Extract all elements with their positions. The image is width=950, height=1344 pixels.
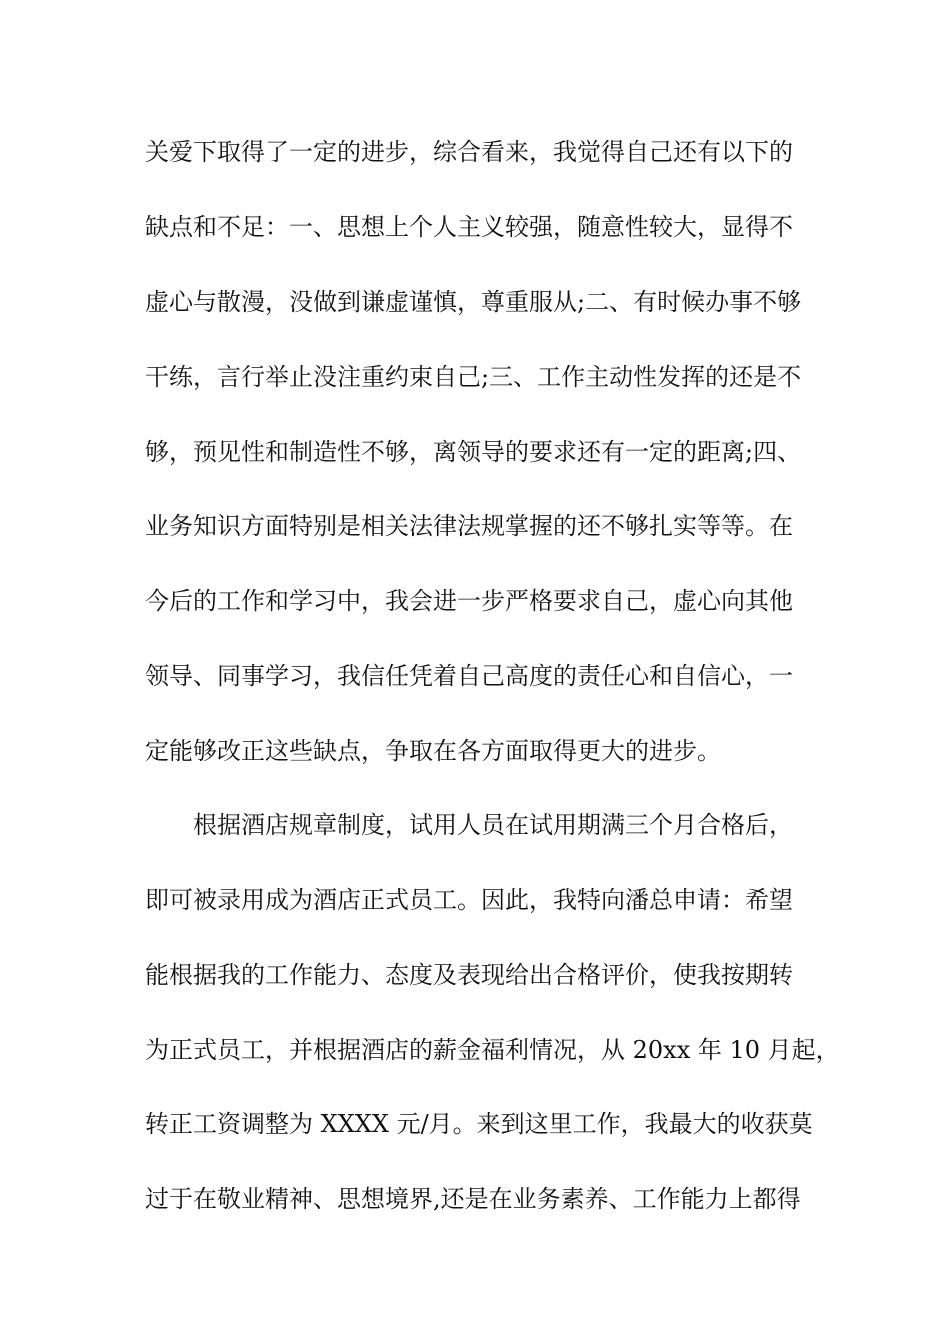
text-line: 关爱下取得了一定的进步，综合看来，我觉得自己还有以下的 (145, 138, 793, 166)
text-line: 定能够改正这些缺点，争取在各方面取得更大的进步。 (145, 737, 721, 765)
text-line: 干练，言行举止没注重约束自己;三、工作主动性发挥的还是不 (145, 363, 802, 391)
text-line: 够，预见性和制造性不够，离领导的要求还有一定的距离;四、 (145, 438, 802, 466)
paragraph-first-line: 根据酒店规章制度，试用人员在试用期满三个月合格后， (193, 811, 793, 839)
text-line: 为正式员工，并根据酒店的薪金福利情况，从 20xx 年 10 月起， (145, 1036, 840, 1064)
text-line: 业务知识方面特别是相关法律法规掌握的还不够扎实等等。在 (145, 512, 793, 540)
text-line: 转正工资调整为 XXXX 元/月。来到这里工作，我最大的收获莫 (145, 1110, 813, 1138)
text-line: 能根据我的工作能力、态度及表现给出合格评价，使我按期转 (145, 961, 793, 989)
text-line: 缺点和不足：一、思想上个人主义较强，随意性较大，显得不 (145, 213, 793, 241)
text-line: 过于在敬业精神、思想境界,还是在业务素养、工作能力上都得 (145, 1185, 801, 1213)
text-line: 领导、同事学习，我信任凭着自己高度的责任心和自信心，一 (145, 662, 793, 690)
text-line: 今后的工作和学习中，我会进一步严格要求自己，虚心向其他 (145, 587, 793, 615)
text-line: 虚心与散漫，没做到谦虚谨慎，尊重服从;二、有时候办事不够 (145, 288, 802, 316)
text-line: 即可被录用成为酒店正式员工。因此，我特向潘总申请：希望 (145, 886, 793, 914)
